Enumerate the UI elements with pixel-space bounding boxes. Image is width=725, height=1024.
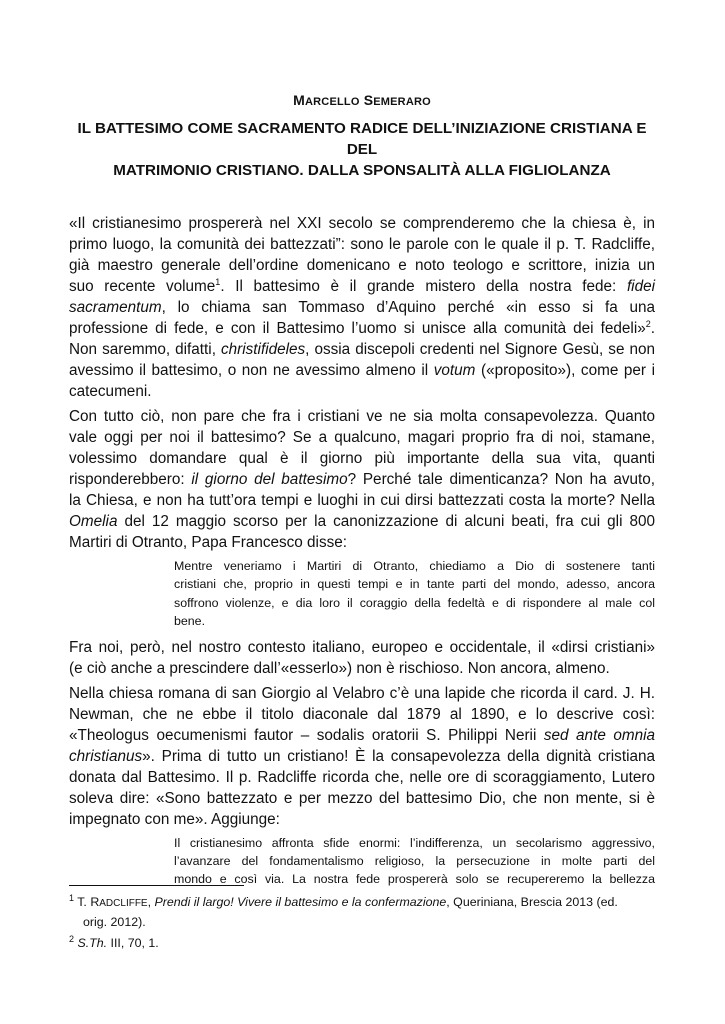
- text-line: Newman, che ne ebbe il titolo diaconale dal 1879 al 1890, e lo descrive così:: [69, 705, 655, 723]
- footnote-number: 1: [69, 892, 75, 903]
- block-quote-1: [174, 557, 655, 631]
- text-span: del 12 maggio scorso per la canonizzazione di alcuni beati, fra cui gli 800: [117, 513, 655, 530]
- text-span: ,: [147, 895, 155, 909]
- document-title: [69, 118, 655, 181]
- text-line: [69, 725, 655, 746]
- text-line: la Chiesa, e non ha tutt’ora tempi e luoghi in cui dirsi battezzati costa la morte? Nella: [69, 492, 655, 509]
- text-span: avessimo il battesimo, o non ne avessimo almeno il: [69, 362, 434, 379]
- footnote-author-initial: T. R: [77, 895, 100, 909]
- italic-text: fidei: [626, 278, 655, 295]
- quote-line: Il cristianesimo affronta sfide enormi: l’indifferenza, un secolarismo aggressivo,: [174, 835, 655, 850]
- footnote-number: 2: [69, 933, 75, 944]
- text-line: [69, 318, 655, 339]
- author-last-initial: S: [363, 92, 374, 108]
- text-span: , Queriniana, Brescia 2013 (ed.: [446, 895, 618, 909]
- author-first-initial: M: [293, 92, 306, 108]
- paragraph-2: [69, 406, 655, 553]
- text-line: [69, 746, 655, 767]
- italic-text: votum: [433, 362, 476, 379]
- quote-line: mondo e così via. La nostra fede prospererà solo se recupereremo la bellezza: [174, 872, 655, 887]
- author-last-rest: EMERARO: [373, 96, 431, 108]
- text-span: professione di fede, e con il Battesimo l’uomo si unisce alla comunità dei fedeli»: [69, 320, 646, 337]
- title-line-1: IL BATTESIMO COME SACRAMENTO RADICE DELL’INIZIAZIONE CRISTIANA E DEL: [77, 120, 647, 158]
- text-line: Nella chiesa romana di san Giorgio al Velabro c’è una lapide che ricorda il card. J. H.: [69, 684, 655, 702]
- text-span: («proposito»), come per i: [475, 362, 655, 379]
- text-span: . Il battesimo è il grande mistero della nostra fede:: [220, 278, 627, 295]
- footnotes: [69, 893, 659, 955]
- footnote-ref-2[interactable]: 2: [645, 318, 651, 329]
- italic-text: S.Th.: [77, 936, 108, 950]
- text-line: volessimo domandare qual è il giorno più importante della sua vita, quanti: [69, 450, 655, 467]
- text-line: [69, 469, 655, 490]
- text-span: , lo chiama san Tommaso d’Aquino perché «in esso si fa una: [161, 299, 655, 316]
- text-line: [69, 511, 655, 532]
- footnote-separator: [69, 885, 244, 886]
- footnote-book-title: Prendi il largo! Vivere il battesimo e la confermazione: [154, 895, 447, 909]
- quote-line: Mentre veneriamo i Martiri di Otranto, chiediamo a Dio di sostenere tanti: [174, 559, 655, 573]
- paragraph-3: [69, 637, 655, 679]
- footnote-1: [69, 893, 659, 931]
- italic-text: christianus: [69, 747, 143, 765]
- footnote-ref-1[interactable]: 1: [215, 276, 221, 287]
- title-line-2: MATRIMONIO CRISTIANO. DALLA SPONSALITÀ ALLA FIGLIOLANZA: [113, 162, 611, 179]
- text-span: , ossia discepoli credenti nel Signore Gesù, se non: [305, 341, 656, 358]
- text-line: Martiri di Otranto, Papa Francesco disse:: [69, 534, 348, 551]
- italic-text: sacramentum: [69, 299, 162, 316]
- text-line: [69, 297, 655, 318]
- block-quote-2: [174, 834, 655, 889]
- text-span: «Theologus oecumenismi fautor – sodalis oratorii S. Philippi Nerii: [69, 726, 544, 744]
- text-span: ? Perché tale dimenticanza? Non ha avuto,: [347, 471, 655, 488]
- quote-line: soffrono violenze, e dia loro il coraggio della fedeltà e di rispondere al male col: [174, 595, 655, 610]
- text-line: Con tutto ciò, non pare che fra i cristiani ve ne sia molta consapevolezza. Quanto: [69, 408, 655, 425]
- text-line: già maestro generale dell’ordine domenicano e noto teologo e scrittore, inizia un: [69, 257, 655, 274]
- text-line: soleva dire: «Sono battezzato e per mezzo del battesimo Dio, che non mente, si è: [69, 789, 655, 807]
- text-span: ». Prima di tutto un cristiano! È la consapevolezza della dignità cristiana: [142, 747, 655, 765]
- text-line: catecumeni.: [69, 383, 152, 400]
- text-line: [69, 360, 655, 381]
- text-line: donata dal Battesimo. Il p. Radcliffe ricorda che, nelle ore di scoraggiamento, Lutero: [69, 768, 655, 786]
- text-line: [69, 339, 655, 360]
- footnote-continuation: orig. 2012).: [83, 915, 146, 929]
- author-first-rest: ARCELLO: [305, 96, 360, 108]
- quote-line: cristiani che, proprio in questi tempi e in tante parti del mondo, adesso, ancora: [174, 577, 655, 592]
- quote-line: bene.: [174, 614, 206, 629]
- text-line: [69, 276, 655, 297]
- text-line: Fra noi, però, nel nostro contesto italiano, europeo e occidentale, il «dirsi cristiani»: [69, 638, 655, 656]
- author-name: [69, 92, 655, 108]
- text-span: risponderebbero:: [69, 471, 192, 488]
- italic-text: Omelia: [69, 513, 118, 530]
- text-line: (e ciò anche a prescindere dall’«esserlo») non è rischioso. Non ancora, almeno.: [69, 659, 610, 677]
- footnote-2: [69, 934, 659, 952]
- italic-text: christifideles: [221, 341, 306, 358]
- text-span: suo recente volume: [69, 278, 216, 295]
- paragraph-4: [69, 683, 655, 830]
- quote-line: l’avanzare del fondamentalismo religioso, la persecuzione in molte parti del: [174, 854, 655, 869]
- text-line: vale oggi per noi il battesimo? Se a qualcuno, magari proprio fra di noi, stamane,: [69, 429, 655, 446]
- text-line: «Il cristianesimo prospererà nel XXI secolo se comprenderemo che la chiesa è, in: [69, 215, 655, 232]
- text-line: impegnato con me». Aggiunge:: [69, 810, 280, 828]
- footnote-author-rest: ADCLIFFE: [99, 898, 148, 909]
- text-span: Non saremmo, difatti,: [69, 341, 221, 358]
- italic-text: il giorno del battesimo: [191, 471, 348, 488]
- text-span: .: [650, 320, 655, 337]
- paragraph-1: [69, 213, 655, 402]
- text-span: III, 70, 1.: [107, 936, 159, 950]
- text-line: primo luogo, la comunità dei battezzati”: sono le parole con le quale il p. T. Radcliffe,: [69, 236, 655, 253]
- italic-text: sed ante omnia: [543, 726, 655, 744]
